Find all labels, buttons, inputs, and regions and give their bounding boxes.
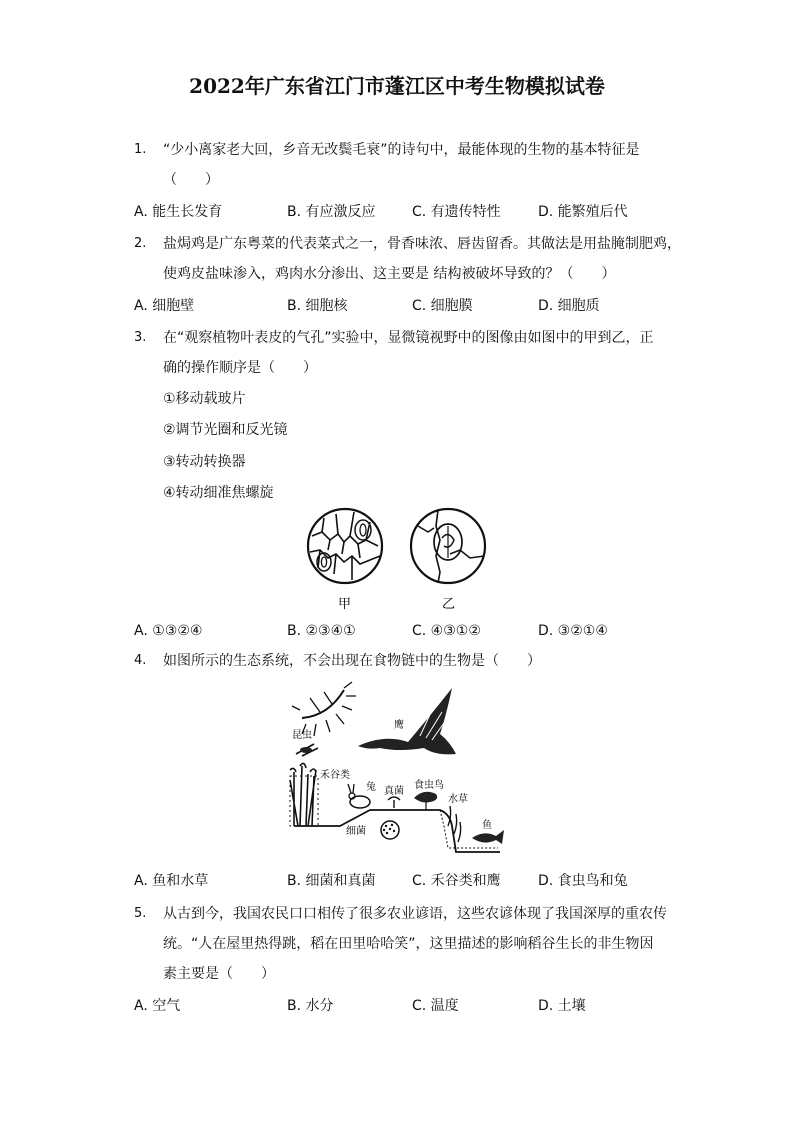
question-3-line-2: 确的操作顺序是（ ）: [163, 360, 317, 376]
label-waterweed: 水草: [448, 794, 468, 805]
label-insect: 昆虫: [292, 730, 312, 741]
question-3-number: 3.: [134, 330, 147, 345]
question-3-step-3: ③转动转换器: [163, 454, 246, 470]
bacteria-icon: [381, 821, 399, 839]
question-5-line-2: 统。“人在屋里热得跳，稻在田里哈哈笑”，这里描述的影响稻谷生长的非生物因: [163, 936, 654, 952]
label-bacteria: 细菌: [346, 826, 366, 837]
fungus-icon: [388, 797, 400, 808]
grain-icon: [290, 763, 318, 826]
question-2-option-b: B. 细胞核: [287, 298, 348, 314]
question-2-option-a: A. 细胞壁: [134, 298, 195, 314]
question-5-line-1: 从古到今，我国农民口口相传了很多农业谚语，这些农谚体现了我国深厚的重农传: [163, 906, 667, 922]
question-1-option-b: B. 有应激反应: [287, 204, 376, 220]
question-4-option-b: B. 细菌和真菌: [287, 873, 376, 889]
insect-bird-icon: [414, 792, 437, 810]
question-5-number: 5.: [134, 906, 147, 921]
question-4-option-c: C. 禾谷类和鹰: [412, 873, 501, 889]
question-1-option-d: D. 能繁殖后代: [538, 204, 628, 220]
question-3-option-a: A. ①③②④: [134, 623, 203, 639]
question-5-line-3: 素主要是（ ）: [163, 966, 275, 982]
question-5-option-a: A. 空气: [134, 998, 181, 1014]
question-4-number: 4.: [134, 653, 147, 668]
question-3-option-c: C. ④③①②: [412, 623, 481, 639]
label-insect-bird: 食虫鸟: [414, 780, 444, 791]
label-fish: 鱼: [482, 820, 492, 831]
question-3-option-d: D. ③②①④: [538, 623, 608, 639]
figure-label-yi: 乙: [442, 597, 456, 612]
question-2-line-2: 使鸡皮盐味渗入，鸡肉水分渗出、这主要是 结构被破坏导致的？（ ）: [163, 266, 616, 282]
question-5-option-b: B. 水分: [287, 998, 334, 1014]
label-eagle: 鹰: [394, 720, 404, 731]
microscope-view-figure: [300, 506, 500, 614]
question-1-number: 1.: [134, 142, 147, 157]
question-4-option-d: D. 食虫鸟和兔: [538, 873, 628, 889]
eagle-icon: [358, 688, 456, 754]
question-2-line-1: 盐焗鸡是广东粤菜的代表菜式之一，骨香味浓、唇齿留香。其做法是用盐腌制肥鸡，: [163, 236, 681, 252]
question-3-step-1: ①移动载玻片: [163, 391, 246, 407]
question-3-line-1: 在“观察植物叶表皮的气孔”实验中，显微镜视野中的图像由如图中的甲到乙，正: [163, 330, 654, 346]
label-fungus: 真菌: [384, 786, 404, 797]
question-2-option-c: C. 细胞膜: [412, 298, 473, 314]
insect-icon: [296, 744, 318, 756]
view-yi-circle: [411, 509, 485, 583]
page-title: 2022年广东省江门市蓬江区中考生物模拟试卷: [189, 74, 605, 98]
question-4-option-a: A. 鱼和水草: [134, 873, 209, 889]
question-2-option-d: D. 细胞质: [538, 298, 600, 314]
question-3-step-4: ④转动细准焦螺旋: [163, 485, 274, 501]
question-1-line-2: （ ）: [163, 172, 219, 188]
ground-line: [294, 810, 500, 852]
fish-icon: [472, 830, 504, 844]
question-1-line-1: “少小离家老大回，乡音无改鬓毛衰”的诗句中，最能体现的生物的基本特征是: [163, 142, 640, 158]
question-4-line-1: 如图所示的生态系统，不会出现在食物链中的生物是（ ）: [163, 653, 541, 669]
question-5-option-d: D. 土壤: [538, 998, 586, 1014]
sun-icon: [292, 682, 356, 736]
question-1-option-c: C. 有遗传特性: [412, 204, 501, 220]
view-jia-circle: [308, 509, 382, 583]
question-5-option-c: C. 温度: [412, 998, 459, 1014]
label-grain: 禾谷类: [320, 770, 350, 781]
ecosystem-figure: [280, 676, 516, 856]
question-2-number: 2.: [134, 236, 147, 251]
question-3-step-2: ②调节光圈和反光镜: [163, 422, 288, 438]
question-3-option-b: B. ②③④①: [287, 623, 356, 639]
question-1-option-a: A. 能生长发育: [134, 204, 223, 220]
label-rabbit: 兔: [366, 782, 376, 793]
figure-label-jia: 甲: [338, 597, 352, 612]
